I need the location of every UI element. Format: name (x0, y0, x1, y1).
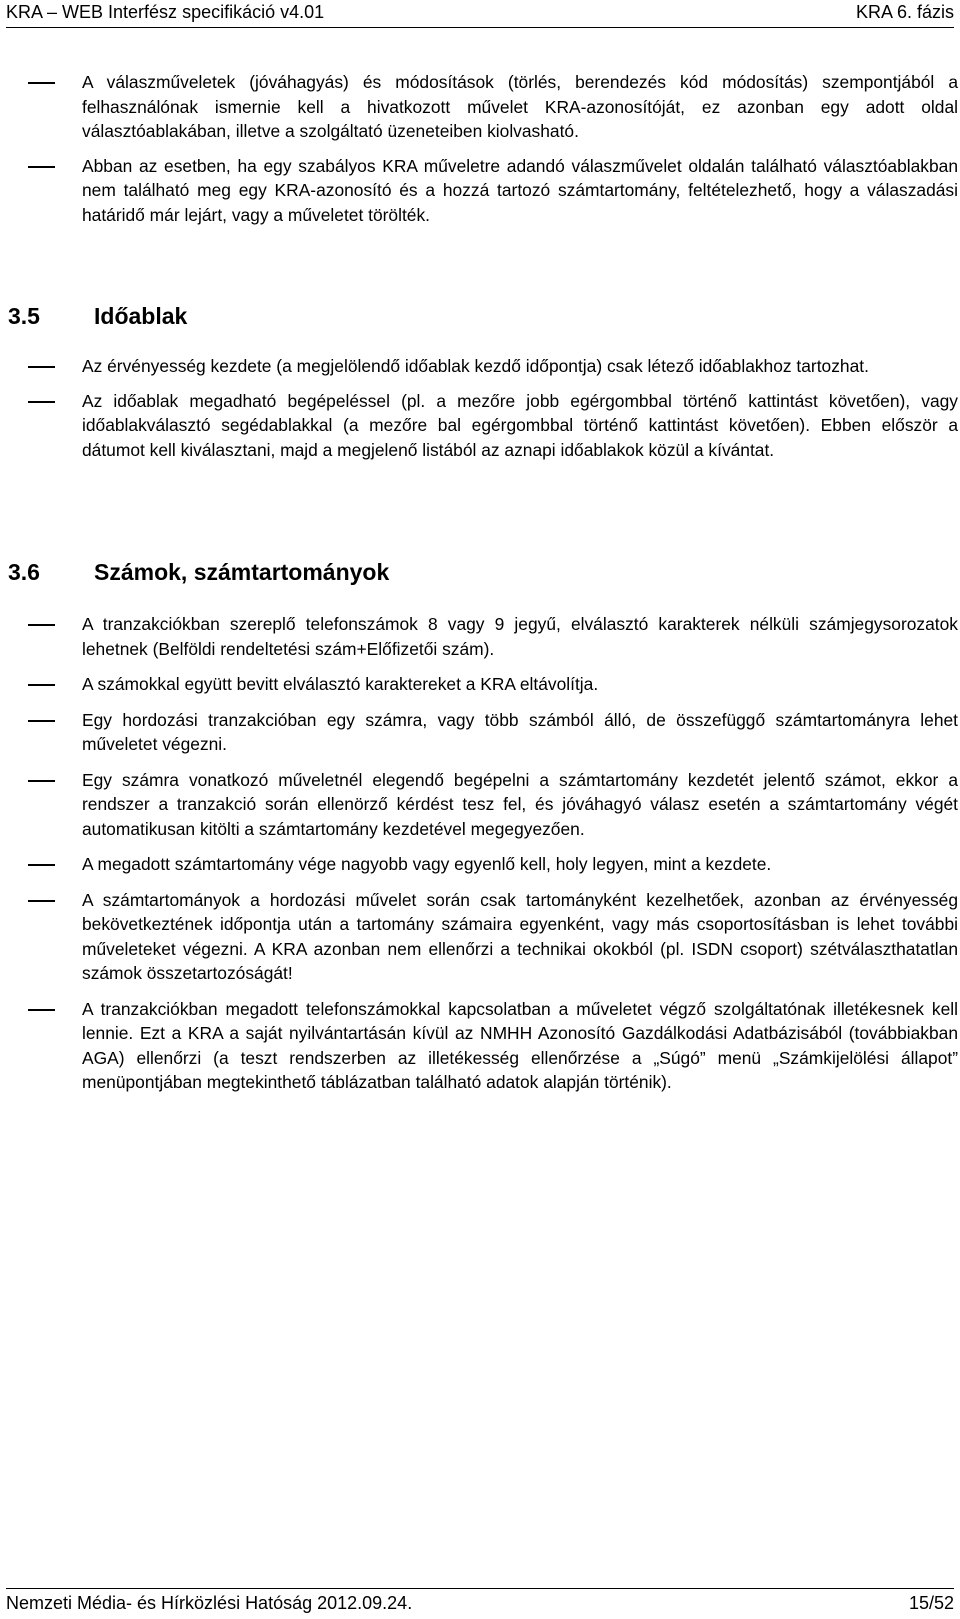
document-title: KRA – WEB Interfész specifikáció v4.01 (6, 2, 325, 22)
intro-list (0, 70, 960, 227)
list-item-text: Egy hordozási tranzakcióban egy számra, vagy több számból álló, de összefüggő számtartományra lehet műveletet végezni. (82, 709, 958, 754)
section-number: 3.6 (8, 559, 40, 585)
dash-bullet-icon (28, 401, 55, 403)
list-item (0, 997, 958, 1095)
list-item-text: A tranzakciókban megadott telefonszámokkal kapcsolatban a műveletet végző szolgáltatónak illetékesnek kell lennie. Ezt a KRA a saját nyilvántartásán kívül az NMHH Azonosító Gazdálkodási Adatbázisából (továbbiakban AGA) ellenőrzi (a teszt rendszerben az illetékesség ellenőrzése a „Súgó” menü „Számkijelölési állapot” menüpontjában megtekinthető táblázatban található adatok alapján történik). (82, 998, 958, 1092)
list-item (0, 888, 958, 986)
page-number: 15/52 (908, 1593, 954, 1613)
list-item-text: Abban az esetben, ha egy szabályos KRA műveletre adandó válaszművelet oldalán található választóablakban nem található meg egy KRA-azonosító és a hozzá tartozó számtartomány, feltételezhető, hogy a válaszadási határidő már lejárt, vagy a műveletet törölték. (82, 155, 958, 225)
dash-bullet-icon (28, 166, 55, 168)
list-item-text: Az időablak megadható begépeléssel (pl. a mezőre jobb egérgombbal történő kattintást követően), vagy időablakválasztó segédablakkal (a mezőre bal egérgombbal történő kattintást követően). Ebben először a dátumot kell kiválasztani, majd a megjelenő listából az aznapi időablakok közül a kívántat. (82, 390, 958, 460)
list-item (0, 154, 958, 228)
list-item-text: Egy számra vonatkozó műveletnél elegendő begépelni a számtartomány kezdetét jelentő számot, ekkor a rendszer a tranzakció során ellenörző kérdést tesz fel, és jóváhagyó válasz esetén a számtartomány végét automatikusan kitölti a számtartomány kezdetével megegyezően. (82, 769, 958, 839)
section-number: 3.5 (8, 303, 40, 329)
footer-organization-date: Nemzeti Média- és Hírközlési Hatóság 2012.09.24. (6, 1593, 413, 1613)
list-item-text: A számtartományok a hordozási művelet során csak tartományként kezelhetőek, azonban az érvényesség bekövetkeztének időpontja után a tartomány számaira egyenként, vagy más csoportosításban is lehet további műveleteket végezni. A KRA azonban nem ellenőrzi a technikai okokból (pl. ISDN csoport) szétválaszthatatlan számok összetartozóságát! (82, 889, 958, 983)
dash-bullet-icon (28, 684, 55, 686)
dash-bullet-icon (28, 366, 55, 368)
list-item (0, 612, 958, 661)
page-header (6, 0, 954, 28)
section-heading-3-6 (8, 558, 389, 586)
section-title: Számok, számtartományok (94, 559, 390, 585)
section-heading-3-5 (8, 302, 187, 330)
list-item (0, 389, 958, 463)
list-item (0, 852, 958, 877)
section-title: Időablak (94, 303, 188, 329)
list-item-text: A tranzakciókban szereplő telefonszámok 8 vagy 9 jegyű, elválasztó karakterek nélküli számjegysorozatok lehetnek (Belföldi rendeltetési szám+Előfizetői szám). (82, 614, 958, 659)
list-item-text: A megadott számtartomány vége nagyobb vagy egyenlő kell, holy legyen, mint a kezdete. (82, 854, 772, 874)
dash-bullet-icon (28, 900, 55, 902)
dash-bullet-icon (28, 720, 55, 722)
list-item-text: Az érvényesség kezdete (a megjelölendő időablak kezdő időpontja) csak létező időablakhoz tartozhat. (82, 356, 869, 376)
document-phase: KRA 6. fázis (855, 2, 954, 22)
list-item (0, 70, 958, 144)
list-item (0, 708, 958, 757)
list-item-text: A számokkal együtt bevitt elválasztó karaktereket a KRA eltávolítja. (82, 674, 599, 694)
dash-bullet-icon (28, 624, 55, 626)
section-3-6-list (0, 612, 960, 1095)
dash-bullet-icon (28, 82, 55, 84)
dash-bullet-icon (28, 1009, 55, 1011)
list-item (0, 768, 958, 842)
section-3-5-list (0, 354, 960, 462)
dash-bullet-icon (28, 864, 55, 866)
list-item (0, 672, 958, 697)
list-item (0, 354, 958, 379)
page-footer (6, 1588, 954, 1619)
list-item-text: A válaszműveletek (jóváhagyás) és módosítások (törlés, berendezés kód módosítás) szempontjából a felhasználónak ismernie kell a hivatkozott művelet KRA-azonosítóját, ez azonban egy adott oldal választóablakában, illetve a szolgáltató üzeneteiben kiolvasható. (82, 72, 958, 141)
dash-bullet-icon (28, 780, 55, 782)
